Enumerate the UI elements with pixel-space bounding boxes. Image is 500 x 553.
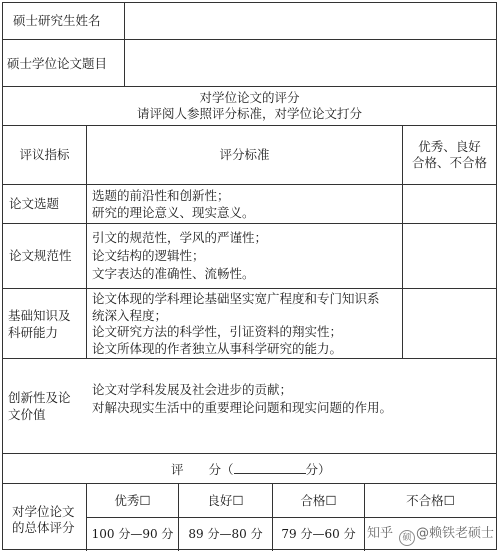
score-label-prefix: 评 分（ xyxy=(171,462,234,477)
rule xyxy=(3,358,496,359)
rule xyxy=(3,483,496,484)
row-indicator: 文价值 xyxy=(8,407,46,422)
row-standard-line: 论文研究方法的科学性，引证资料的翔实性； xyxy=(92,324,343,339)
row-standard-line: 论文对学科发展及社会进步的贡献； xyxy=(92,382,293,397)
row-standard-line: 论文结构的逻辑性； xyxy=(92,248,205,263)
section-title: 对学位论文的评分 xyxy=(199,90,300,105)
row-grade-cell[interactable] xyxy=(403,185,496,223)
grade-option-good[interactable]: 良好☐ xyxy=(207,493,244,508)
score-blank[interactable] xyxy=(234,460,306,474)
grade-range-excellent: 100 分—90 分 xyxy=(91,527,174,541)
row-standard-line: 文字表达的准确性、流畅性。 xyxy=(92,266,255,281)
indicator-header: 评议指标 xyxy=(19,147,70,162)
thesis-title-field[interactable] xyxy=(125,40,496,86)
grade-range-good: 89 分—80 分 xyxy=(188,527,263,541)
grade-header-line2: 合格、不合格 xyxy=(411,155,487,170)
rule xyxy=(3,86,496,87)
row-standard-line: 统深入程度； xyxy=(92,308,168,323)
thesis-title-label: 硕士学位论文题目 xyxy=(7,56,108,71)
score-line xyxy=(171,460,331,478)
score-label-suffix: 分） xyxy=(305,462,331,477)
row-standard-line: 引文的规范性，学风的严谨性； xyxy=(92,230,268,245)
rule xyxy=(3,125,496,126)
row-standard-line: 研究的理论意义、现实意义。 xyxy=(92,205,255,220)
student-name-label: 硕士研究生姓名 xyxy=(13,13,101,28)
row-indicator: 论文选题 xyxy=(9,196,60,211)
row-standard-line: 论文体现的学科理论基础坚实宽广程度和专门知识系 xyxy=(92,291,380,306)
row-indicator: 创新性及论 xyxy=(8,390,71,405)
watermark-prefix: 知乎 xyxy=(366,526,393,541)
overall-label-line2: 的总体评分 xyxy=(12,520,75,535)
student-name-field[interactable] xyxy=(125,3,496,39)
row-indicator: 论文规范性 xyxy=(9,248,72,263)
row-grade-cell[interactable] xyxy=(403,224,496,288)
row-standard-line: 论文所体现的作者独立从事科学研究的能力。 xyxy=(92,341,343,356)
evaluation-form xyxy=(2,2,497,550)
row-indicator: 科研能力 xyxy=(8,325,59,340)
row-standard-line: 对解决现实生活中的重要理论问题和现实问题的作用。 xyxy=(92,400,393,415)
grade-option-excellent[interactable]: 优秀☐ xyxy=(114,493,151,508)
overall-label-line1: 对学位论文 xyxy=(12,504,75,519)
grade-header-line1: 优秀、良好 xyxy=(418,139,481,154)
watermark xyxy=(367,522,494,546)
row-grade-cell[interactable] xyxy=(403,289,496,358)
watermark-logo-icon: 硕 xyxy=(399,530,415,546)
section-instruction: 请评阅人参照评分标准，对学位论文打分 xyxy=(136,106,362,121)
grade-option-fail[interactable]: 不合格☐ xyxy=(406,493,455,508)
watermark-handle: @赖铁老硕士 xyxy=(415,526,494,541)
row-indicator: 基础知识及 xyxy=(8,308,71,323)
grade-option-pass[interactable]: 合格☐ xyxy=(300,493,337,508)
rule xyxy=(3,453,496,454)
standard-header: 评分标准 xyxy=(219,147,270,162)
row-standard-line: 选题的前沿性和创新性； xyxy=(92,188,230,203)
rule xyxy=(86,517,496,518)
grade-range-pass: 79 分—60 分 xyxy=(281,527,356,541)
